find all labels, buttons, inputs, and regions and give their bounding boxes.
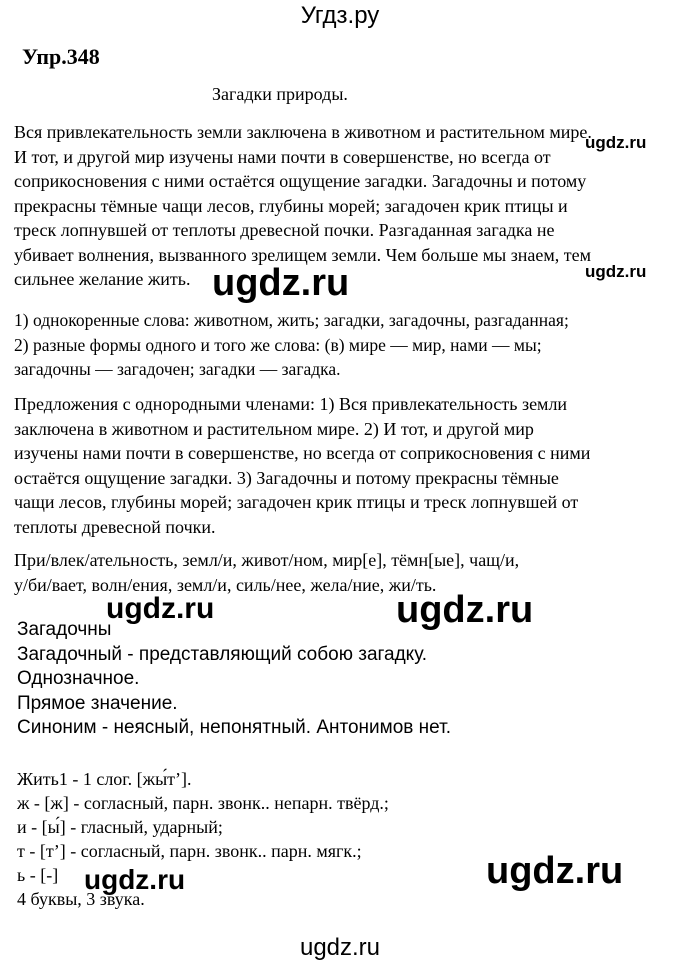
site-header[interactable]: Угдз.ру <box>300 2 380 29</box>
phonetic-analysis <box>17 767 389 911</box>
watermark: ugdz.ru <box>212 262 350 304</box>
phonetic-line: 4 буквы, 3 звука. <box>17 889 145 909</box>
text-title: Загадки природы. <box>212 84 348 104</box>
lexical-analysis <box>17 618 451 741</box>
watermark: ugdz.ru <box>106 592 215 625</box>
watermark: ugdz.ru <box>84 864 186 895</box>
text-line: Вся привлекательность земли заключена в животном и растительном мире. <box>14 122 592 142</box>
phonetic-line: ь - [-] <box>17 865 59 885</box>
lexical-line: Прямое значение. <box>17 692 178 714</box>
homogeneous-line: остаётся ощущение загадки. 3) Загадочны и потому прекрасны тёмные <box>14 467 559 488</box>
text-line: прекрасны тёмные чащи лесов, глубины морей; загадочен крик птицы и <box>14 195 568 216</box>
text-line: И тот, и другой мир изучены нами почти в совершенстве, но всегда от <box>14 146 551 167</box>
lexical-line: Загадочный - представляющий собою загадку. <box>17 643 428 665</box>
watermark: ugdz.ru <box>486 850 624 892</box>
homogeneous-line: заключена в животном и растительном мире. 2) И тот, и другой мир <box>14 418 534 439</box>
morpheme-line: у/би/вает, волн/ения, земл/и, силь/нее, жела/ние, жи/ть. <box>14 574 437 595</box>
homogeneous-line: изучены нами почти в совершенстве, но всегда от соприкосновения с ними <box>14 443 591 463</box>
analysis-line: 2) разные формы одного и того же слова: (в) мире — мир, нами — мы; <box>14 334 542 355</box>
text-line: треск лопнувшей от теплоты древесной почки. Разгаданная загадка не <box>14 220 555 240</box>
watermark: ugdz.ru <box>585 133 647 152</box>
word-analysis <box>14 308 569 382</box>
homogeneous-line: чащи лесов, глубины морей; загадочен крик птицы и треск лопнувшей от <box>14 492 579 512</box>
phonetic-line: т - [т’] - согласный, парн. звонк.. парн. мягк.; <box>17 841 362 861</box>
text-line: убивает волнения, вызванного зрелищем земли. Чем больше мы знаем, тем <box>14 244 592 265</box>
analysis-line: 1) однокоренные слова: животном, жить; загадки, загадочны, разгаданная; <box>14 310 569 330</box>
exercise-title: Упр.348 <box>22 44 100 69</box>
homogeneous-line: теплоты древесной почки. <box>14 516 216 537</box>
lexical-line: Синоним - неясный, непонятный. Антонимов нет. <box>17 717 451 738</box>
footer-watermark: ugdz.ru <box>299 934 381 961</box>
lexical-line: Однозначное. <box>17 668 140 689</box>
text-line: соприкосновения с ними остаётся ощущение загадки. Загадочны и потому <box>14 171 587 191</box>
phonetic-line: Жить1 - 1 слог. [жы́т’]. <box>17 769 192 789</box>
homogeneous-line: Предложения с однородными членами: 1) Вся привлекательность земли <box>14 394 568 414</box>
phonetic-line: и - [ы́] - гласный, ударный; <box>17 817 223 837</box>
homogeneous-members <box>14 392 590 539</box>
watermark: ugdz.ru <box>396 589 534 631</box>
watermark: ugdz.ru <box>585 262 647 281</box>
phonetic-line: ж - [ж] - согласный, парн. звонк.. непарн. твёрд.; <box>17 793 389 813</box>
morpheme-line: При/влек/ательность, земл/и, живот/ном, мир[е], тёмн[ые], чащ/и, <box>14 550 520 570</box>
analysis-line: загадочны — загадочен; загадки — загадка. <box>14 359 341 379</box>
text-line: сильнее желание жить. <box>14 269 191 289</box>
lexical-line: Загадочны <box>17 619 112 640</box>
